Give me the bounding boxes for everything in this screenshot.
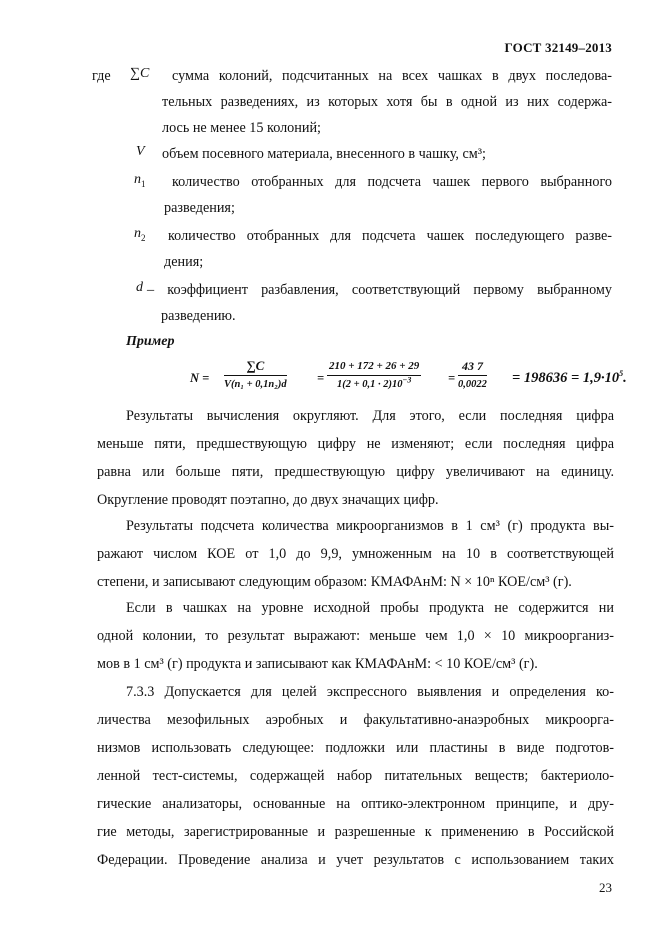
p1-line-2: меньше пяти, предшествующую цифру не изменяют; если последняя цифра <box>97 436 614 452</box>
n2-desc-line-1: количество отобранных для подсчета чашек последующего разве- <box>168 228 612 244</box>
p4-line-2: личества мезофильных аэробных и факультативно-анаэробных микроорга- <box>97 712 614 728</box>
p1-line-3: равна или больше пяти, предшествующую цифру увеличивают на единицу. <box>97 464 614 480</box>
example-formula <box>190 358 627 400</box>
sum-c-desc-line-1: сумма колоний, подсчитанных на всех чашках в двух последова- <box>172 68 612 84</box>
example-label: Пример <box>126 334 175 349</box>
formula-lhs: N = <box>190 371 210 385</box>
sum-c-desc-line-2: тельных разведениях, из которых хотя бы в одной из них содержа- <box>162 94 612 110</box>
d-desc-line-2: разведению. <box>161 308 236 324</box>
sum-c-symbol: ∑C <box>130 66 150 81</box>
formula-fraction-2: $\frac{210 + 172 + 26 + 29}{1(2 + 0,1 \cdot 2)10^{-3}}$ <box>329 360 420 390</box>
n1-symbol: $n_1$ <box>134 172 146 189</box>
p4-line-5: гические анализаторы, основанные на оптико-электронном принципе, и дру- <box>97 796 614 812</box>
page-number: 23 <box>599 880 612 895</box>
p4-line-7: Федерации. Проведение анализа и учет результатов с использованием таких <box>97 852 614 868</box>
p2-line-1: Результаты подсчета количества микроорганизмов в 1 см³ (г) продукта вы- <box>126 518 614 534</box>
p1-line-4: Округление проводят поэтапно, до двух значащих цифр. <box>97 492 439 508</box>
p3-line-3: мов в 1 см³ (г) продукта и записывают как КМАФАнМ: < 10 КОЕ/см³ (г). <box>97 656 538 672</box>
p4-line-6: гие методы, зарегистрированные и разрешенные к применению в Российской <box>97 824 614 840</box>
p2-line-2: ражают числом КОЕ от 1,0 до 9,9, умноженным на 10 в соответствующей <box>97 546 614 562</box>
p3-line-1: Если в чашках на уровне исходной пробы продукта не содержится ни <box>126 600 614 616</box>
p1-line-1: Результаты вычисления округляют. Для этого, если последняя цифра <box>126 408 614 424</box>
p3-line-2: одной колонии, то результат выражают: меньше чем 1,0 × 10 микроорганиз- <box>97 628 614 644</box>
where-label: где <box>92 68 111 84</box>
p4-line-4: ленной тест-системы, содержащей набор питательных веществ; бактериоло- <box>97 768 614 784</box>
formula-fraction-3: $\frac{43 7}{0,0022}$ <box>458 359 487 390</box>
n1-desc-line-1: количество отобранных для подсчета чашек первого выбранного <box>172 174 612 190</box>
d-desc-line-1: – коэффициент разбавления, соответствующий первому выбранному <box>147 282 612 298</box>
n1-desc-line-2: разведения; <box>164 200 235 216</box>
v-symbol: V <box>136 144 145 159</box>
n2-desc-line-2: дения; <box>164 254 204 270</box>
p4-line-3: низмов использовать следующее: подложки или пластины в виде подготов- <box>97 740 614 756</box>
n2-symbol: $n_2$ <box>134 226 146 243</box>
sum-c-desc-line-3: лось не менее 15 колоний; <box>162 120 321 136</box>
v-desc: объем посевного материала, внесенного в чашку, см³; <box>162 146 486 162</box>
formula-eq-2: = <box>448 371 456 385</box>
formula-eq-1: = <box>317 371 325 385</box>
formula-fraction-1: ∑C V(n₁ + 0,1n₂)d <box>224 358 287 390</box>
d-symbol: d <box>136 280 143 295</box>
standard-code-header: ГОСТ 32149–2013 <box>504 40 612 55</box>
formula-result: = $198636 = 1,9\cdot 10^5$. <box>512 369 627 386</box>
p2-line-3: степени, и записывают следующим образом: КМАФАнМ: N × 10ⁿ КОЕ/см³ (г). <box>97 574 572 590</box>
p4-line-1: 7.3.3 Допускается для целей экспрессного выявления и определения ко- <box>126 684 614 700</box>
